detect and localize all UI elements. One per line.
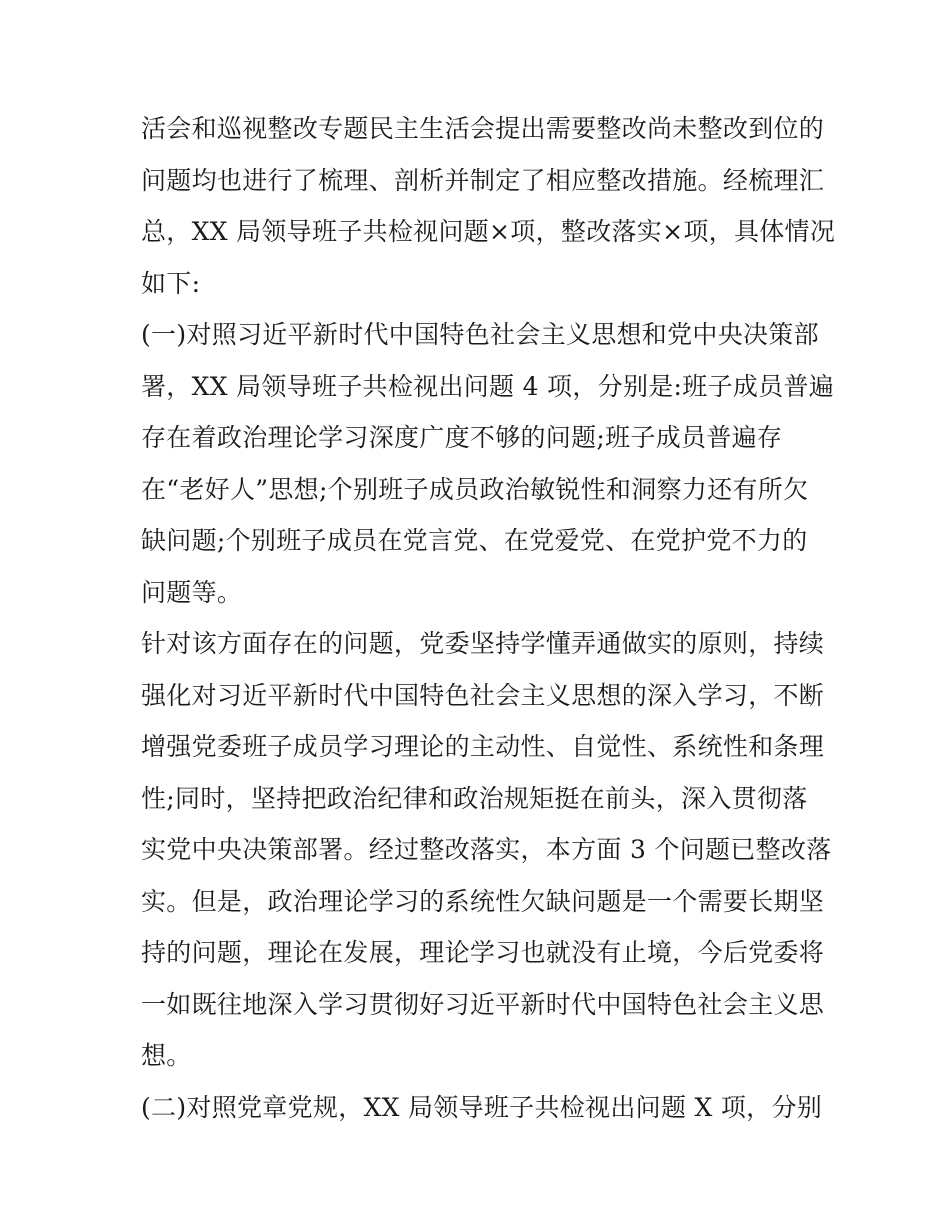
- section-heading-line: (二)对照党章党规，XX 局领导班子共检视出问题 X 项，分别: [141, 1092, 823, 1122]
- text-line: 署，XX 局领导班子共检视出问题 4 项，分别是:班子成员普遍: [141, 371, 835, 401]
- text-line: 实党中央决策部署。经过整改落实，本方面 3 个问题已整改落: [141, 835, 832, 864]
- text-line: 性;同时，坚持把政治纪律和政治规矩挺在前头，深入贯彻落: [141, 783, 808, 813]
- text-line: 针对该方面存在的问题，党委坚持学懂弄通做实的原则，持续: [141, 629, 825, 658]
- text-line: 如下:: [141, 268, 201, 298]
- section-heading-line: (一)对照习近平新时代中国特色社会主义思想和党中央决策部: [141, 320, 819, 349]
- text-line: 问题等。: [141, 577, 243, 607]
- text-line: 缺问题;个别班子成员在党言党、在党爱党、在党护党不力的: [141, 526, 808, 555]
- text-line: 想。: [141, 1041, 192, 1070]
- text-line: 强化对习近平新时代中国特色社会主义思想的深入学习，不断: [141, 680, 825, 710]
- text-line: 问题均也进行了梳理、剖析并制定了相应整改措施。经梳理汇: [141, 165, 825, 195]
- text-line: 增强党委班子成员学习理论的主动性、自觉性、系统性和条理: [141, 732, 825, 761]
- text-line: 实。但是，政治理论学习的系统性欠缺问题是一个需要长期坚: [141, 886, 825, 916]
- document-body: [141, 103, 836, 1133]
- text-line: 活会和巡视整改专题民主生活会提出需要整改尚未整改到位的: [141, 114, 825, 143]
- text-line: 存在着政治理论学习深度广度不够的问题;班子成员普遍存: [141, 423, 783, 452]
- text-line: 持的问题，理论在发展，理论学习也就没有止境，今后党委将: [141, 938, 825, 967]
- text-line: 一如既往地深入学习贯彻好习近平新时代中国特色社会主义思: [141, 989, 825, 1019]
- text-line: 总，XX 局领导班子共检视问题×项，整改落实×项，具体情况: [141, 217, 836, 246]
- text-line: 在“老好人”思想;个别班子成员政治敏锐性和洞察力还有所欠: [141, 474, 809, 504]
